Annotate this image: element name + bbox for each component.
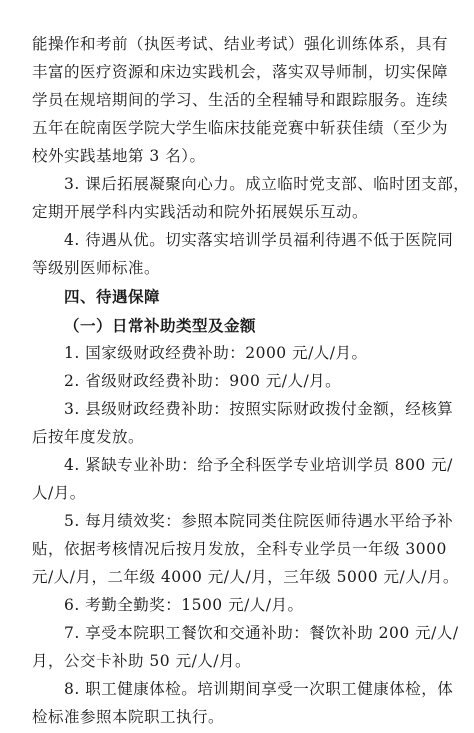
list-item: 2. 省级财政经费补助：900 元/人/月。 xyxy=(64,372,342,390)
subsection-heading: （一）日常补助类型及金额 xyxy=(64,316,257,335)
list-item: 3. 县级财政经费补助：按照实际财政拨付金额，经核算 xyxy=(64,400,454,418)
list-item-continuation: 后按年度发放。 xyxy=(32,428,145,446)
paragraph-line: 学员在规培期间的学习、生活的全程辅导和跟踪服务。连续 xyxy=(32,91,449,109)
list-item-continuation: 人/月。 xyxy=(32,484,86,502)
list-item: 8. 职工健康体检。培训期间享受一次职工健康体检，体 xyxy=(64,680,454,698)
paragraph-line: 校外实践基地第 3 名）。 xyxy=(32,147,206,165)
list-item: 1. 国家级财政经费补助：2000 元/人/月。 xyxy=(64,344,368,362)
list-item: 4. 紧缺专业补助：给予全科医学专业培训学员 800 元/ xyxy=(64,456,453,474)
list-item-continuation: 月，公交卡补助 50 元/人/月。 xyxy=(32,652,252,670)
list-item-continuation: 贴，依据考核情况后按月发放，全科专业学员一年级 3000 xyxy=(32,540,447,558)
list-item-continuation: 元/人/月，二年级 4000 元/人/月，三年级 5000 元/人/月。 xyxy=(32,568,459,586)
list-item: 5. 每月绩效奖：参照本院同类住院医师待遇水平给予补 xyxy=(64,512,454,530)
paragraph-line: 3. 课后拓展凝聚向心力。成立临时党支部、临时团支部， xyxy=(64,175,470,193)
list-item: 7. 享受本院职工餐饮和交通补助：餐饮补助 200 元/人/ xyxy=(64,624,459,642)
paragraph-line: 丰富的医疗资源和床边实践机会，落实双导师制，切实保障 xyxy=(32,63,449,81)
paragraph-line: 能操作和考前（执医考试、结业考试）强化训练体系，具有 xyxy=(32,35,449,53)
paragraph-line: 等级别医师标准。 xyxy=(32,259,161,277)
list-item: 6. 考勤全勤奖：1500 元/人/月。 xyxy=(64,596,304,614)
paragraph-line: 五年在皖南医学院大学生临床技能竞赛中斩获佳绩（至少为 xyxy=(32,119,449,137)
paragraph-line: 4. 待遇从优。切实落实培训学员福利待遇不低于医院同 xyxy=(64,231,454,249)
section-heading: 四、待遇保障 xyxy=(64,288,161,306)
paragraph-line: 定期开展学科内实践活动和院外拓展娱乐互动。 xyxy=(32,203,369,221)
list-item-continuation: 检标准参照本院职工执行。 xyxy=(32,708,225,726)
